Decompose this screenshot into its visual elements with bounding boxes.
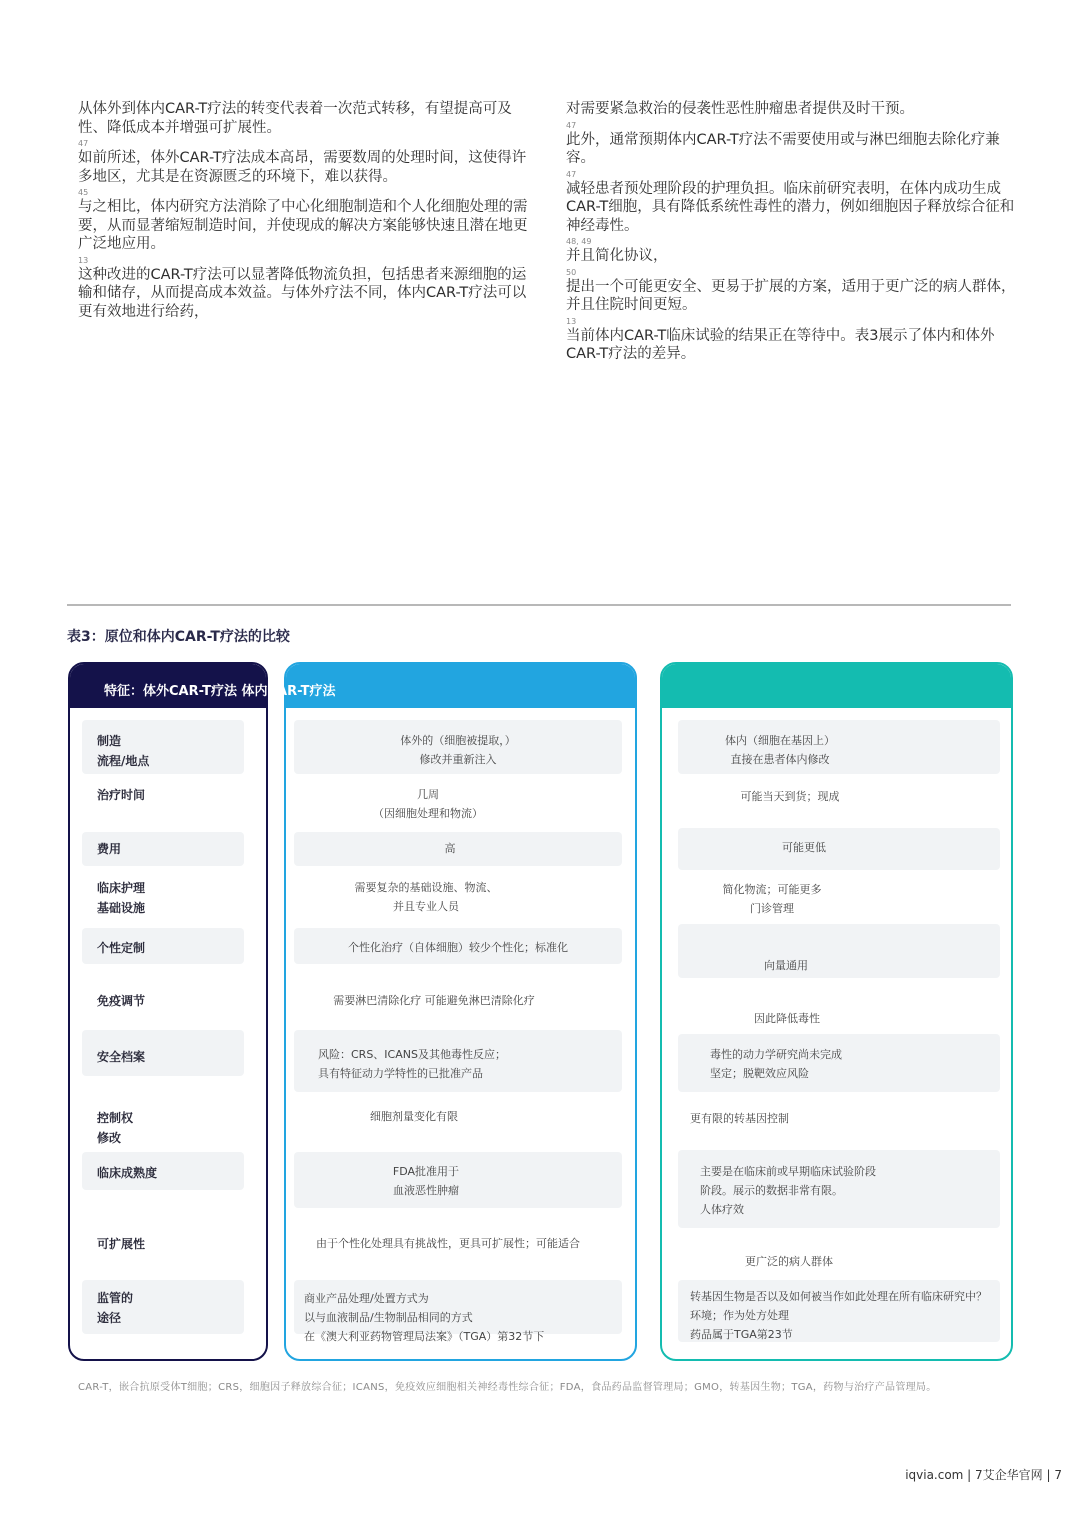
paragraph: 提出一个可能更安全、更易于扩展的方案，适用于更广泛的病人群体，并且住院时间更短。 bbox=[566, 278, 1016, 313]
paragraph: 减轻患者预处理阶段的护理负担。临床前研究表明，在体内成功生成CAR-T细胞，具有降低系统性毒性的潜力，例如细胞因子释放综合征和神经毒性。 bbox=[566, 180, 1015, 234]
feature-label: 监管的 途径 bbox=[97, 1291, 134, 1325]
footnote: CAR-T，嵌合抗原受体T细胞；CRS，细胞因子释放综合征；ICANS，免疫效应细胞相关神经毒性综合征；FDA，食品药品监督管理局；GMO，转基因生物；TGA，药物与治疗产品管理局。 bbox=[78, 1382, 937, 1393]
feature-label: 治疗时间 bbox=[97, 788, 146, 802]
table-title: 表3：原位和体内CAR-T疗法的比较 bbox=[67, 629, 290, 645]
feature-label: 临床护理 基础设施 bbox=[97, 881, 146, 915]
feature-label: 免疫调节 bbox=[97, 994, 146, 1008]
reference-number: 50 bbox=[566, 267, 577, 277]
reference-number: 47 bbox=[78, 139, 89, 148]
in-vivo-value: 毒性的动力学研究尚未完成 坚定；脱靶效应风险 bbox=[710, 1048, 842, 1080]
panel-header bbox=[662, 664, 1011, 708]
paragraph: 与之相比，体内研究方法消除了中心化细胞制造和个人化细胞处理的需要，从而显著缩短制造时间，并使现成的解决方案能够快速且潜在地更广泛地应用。 bbox=[78, 199, 528, 252]
feature-label: 可扩展性 bbox=[97, 1237, 146, 1251]
paragraph: 如前所述，体外CAR-T疗法成本高昂，需要数周的处理时间，这使得许多地区，尤其是在资源匮乏的环境下，难以获得。 bbox=[78, 150, 527, 185]
panel-header bbox=[286, 664, 635, 708]
reference-number: 13 bbox=[78, 255, 89, 265]
in-vivo-value: 可能当天到货；现成 bbox=[740, 790, 840, 803]
ex-vivo-value: 细胞剂量变化有限 bbox=[370, 1110, 458, 1123]
ex-vivo-value: 需要淋巴清除化疗 可能避免淋巴清除化疗 bbox=[333, 994, 535, 1007]
feature-label: 临床成熟度 bbox=[97, 1166, 158, 1180]
feature-label: 制造 流程/地点 bbox=[97, 734, 150, 768]
feature-label: 控制权 修改 bbox=[97, 1111, 134, 1145]
ex-vivo-value: 风险：CRS、ICANS及其他毒性反应； 具有特征动力学特性的已批准产品 bbox=[318, 1048, 506, 1080]
right-text-column bbox=[566, 100, 1016, 364]
paragraph: 当前体内CAR-T临床试验的结果正在等待中。表3展示了体内和体外CAR-T疗法的差异。 bbox=[566, 327, 995, 362]
paragraph: 对需要紧急救治的侵袭性恶性肿瘤患者提供及时干预。 bbox=[566, 101, 914, 117]
feature-label: 费用 bbox=[97, 842, 122, 856]
paragraph: 从体外到体内CAR-T疗法的转变代表着一次范式转移，有望提高可及性、降低成本并增强可扩展性。 bbox=[78, 101, 512, 136]
reference-number: 48, 49 bbox=[566, 237, 592, 246]
reference-number: 47 bbox=[566, 169, 577, 179]
in-vivo-value: 转基因生物是否以及如何被当作如此处理在所有临床研究中？ 环境；作为处方处理 药品属于TGA第23节 bbox=[690, 1290, 987, 1341]
left-text-column bbox=[78, 100, 528, 321]
feature-label: 安全档案 bbox=[97, 1050, 146, 1064]
ex-vivo-value: 几周 （因细胞处理和物流） bbox=[373, 788, 483, 820]
ex-vivo-value: 由于个性化处理具有挑战性，更具可扩展性；可能适合 bbox=[316, 1237, 580, 1250]
in-vivo-value: 因此降低毒性 bbox=[754, 1012, 820, 1025]
paragraph: 此外，通常预期体内CAR-T疗法不需要使用或与淋巴细胞去除化疗兼容。 bbox=[566, 131, 1000, 166]
in-vivo-value: 体内（细胞在基因上） 直接在患者体内修改 bbox=[725, 734, 835, 766]
in-vivo-value: 更有限的转基因控制 bbox=[690, 1112, 789, 1125]
in-vivo-value: 可能更低 bbox=[782, 841, 826, 854]
reference-number: 13 bbox=[566, 316, 577, 326]
paragraph: 并且简化协议， bbox=[566, 248, 668, 264]
ex-vivo-value: 体外的（细胞被提取，） 修改并重新注入 bbox=[400, 734, 516, 766]
in-vivo-value: 向量通用 bbox=[764, 959, 808, 972]
in-vivo-value: 主要是在临床前或早期临床试验阶段 阶段。展示的数据非常有限。 人体疗效 bbox=[700, 1165, 876, 1216]
feature-label: 个性定制 bbox=[97, 941, 146, 955]
reference-number: 45 bbox=[78, 188, 89, 197]
ex-vivo-value: 高 bbox=[444, 842, 456, 855]
reference-number: 47 bbox=[566, 120, 577, 130]
section-divider bbox=[67, 604, 1011, 606]
in-vivo-value: 更广泛的病人群体 bbox=[745, 1255, 833, 1268]
in-vivo-value: 简化物流；可能更多 门诊管理 bbox=[722, 883, 822, 915]
ex-vivo-value: 商业产品处理/处置方式为 以与血液制品/生物制品相同的方式 在《澳大利亚药物管理局法案》（TGA）第32节下 bbox=[304, 1292, 545, 1343]
page-footer: iqvia.com | 7艾企华官网 | 7 bbox=[905, 1468, 1062, 1482]
paragraph: 这种改进的CAR-T疗法可以显著降低物流负担，包括患者来源细胞的运输和储存，从而提高成本效益。与体外疗法不同，体内CAR-T疗法可以更有效地进行给药， bbox=[78, 266, 527, 320]
table-header-text: 特征：体外CAR-T疗法 体内CAR-T疗法 bbox=[104, 684, 336, 699]
ex-vivo-value: 个性化治疗（自体细胞）较少个性化；标准化 bbox=[348, 941, 568, 954]
ex-vivo-value: FDA批准用于 血液恶性肿瘤 bbox=[392, 1165, 460, 1197]
ex-vivo-value: 需要复杂的基础设施、物流、 并且专业人员 bbox=[354, 881, 498, 913]
